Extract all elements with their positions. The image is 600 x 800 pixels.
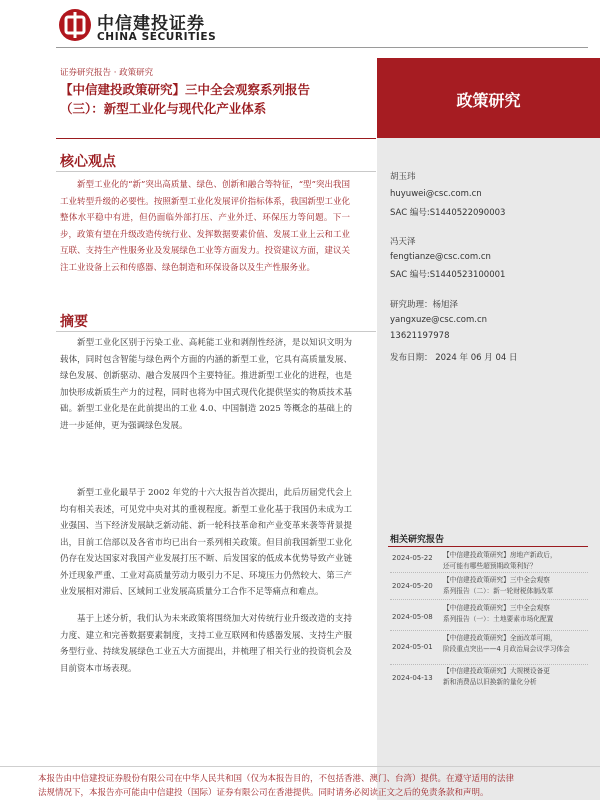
- report-date: 2024-05-01: [392, 643, 433, 651]
- summary-paragraph: 基于上述分析，我们认为未来政策将围绕加大对传统行业升级改造的支持力度、建立和完善数据要素制度，支持工业互联网和传感器发展、支持生产服务型行业、持续发展绿色工业五大方面提出，并梳理了相关行业的投资机会及目前资本市场表现。: [60, 614, 352, 674]
- category-label: 政策研究: [456, 91, 521, 110]
- report-date: 2024-04-13: [392, 674, 433, 682]
- core-view-text: 新型工业化的“新”突出高质量、绿色、创新和融合等特征，“型”突出我国工业转型升级的必要性。按照新型工业化发展评价指标体系，我国新型工业化整体水平稳中有进，但仍面临外部打压、产业外迁、环保压力等问题。下一步，政策有望在升级改造传统行业、发挥数据要素价值、发展工业上云和工业互联、支持生产性服务业及发展绿色工业等方面发力。投资建议方面，建议关注工业设备上云和传感器、绿色制造和环保设备以及生产性服务业。: [60, 180, 350, 273]
- analyst1-sac: SAC 编号:S1440522090003: [390, 208, 506, 218]
- report-separator: [390, 630, 588, 631]
- report-link-line2: 系列报告（一）：土地要素市场化配置: [443, 614, 554, 623]
- report-title-line2: （三）：新型工业化与现代化产业体系: [60, 101, 267, 116]
- report-date: 2024-05-08: [392, 613, 433, 621]
- report-link[interactable]: [443, 575, 583, 596]
- report-link[interactable]: [443, 633, 583, 654]
- report-link-line1: 【中信建投政策研究】房地产新政后，: [443, 551, 557, 559]
- report-separator: [390, 664, 588, 665]
- disclaimer-footer: [38, 772, 600, 800]
- report-separator: [390, 599, 588, 600]
- summary-divider: [56, 331, 376, 332]
- report-link-line1: 【中信建投政策研究】三中全会观察: [443, 576, 550, 584]
- assistant-phone: 13621197978: [390, 331, 450, 341]
- report-title-line1: 【中信建投政策研究】三中全会观察系列报告: [60, 82, 311, 97]
- report-link[interactable]: [443, 603, 583, 624]
- report-separator: [390, 572, 588, 573]
- report-title: [60, 80, 360, 118]
- publish-date: 发布日期： 2024 年 06 月 04 日: [390, 353, 518, 363]
- disclaimer-line1: 本报告由中信建投证券股份有限公司在中华人民共和国（仅为本报告目的，不包括香港、澳门、台湾）提供。在遵守适用的法律: [38, 774, 515, 784]
- title-divider: [56, 138, 376, 139]
- report-date: 2024-05-22: [392, 554, 433, 562]
- analyst2-name: 冯天泽: [390, 237, 416, 247]
- footer-divider: [0, 766, 600, 767]
- assistant-email[interactable]: yangxuze@csc.com.cn: [390, 315, 488, 325]
- logo-en-text: CHINA SECURITIES: [97, 31, 217, 43]
- report-link[interactable]: [443, 666, 583, 687]
- analyst1-name: 胡玉玮: [390, 172, 416, 182]
- citic-logo-icon: [58, 8, 92, 42]
- analyst2-sac: SAC 编号:S1440523100001: [390, 270, 506, 280]
- header-divider: [56, 47, 588, 48]
- summary-paragraph: 新型工业化区别于污染工业、高耗能工业和剥削性经济，是以知识文明为载体，同时包含智能与绿色两个方面的内涵的新型工业，它具有高质量发展、绿色发展、创新驱动、融合发展四个主要特征。推进新型工业化的进程，也是加快形成新质生产力的过程，同时也将为中国式现代化提供坚实的物质技术基础。新型工业化是在此前提出的工业 4.0、中国制造 2025 等概念的基础上的进一步延伸，更为强调绿色发展。: [60, 338, 352, 431]
- report-link-line2: 系列报告（二）：新一轮财税体制改革: [443, 586, 554, 595]
- report-link-line1: 【中信建投政策研究】大规模设备更: [443, 667, 550, 675]
- related-reports-divider: [388, 546, 588, 547]
- report-link-line1: 【中信建投政策研究】全面改革可期，: [443, 634, 557, 642]
- core-view-divider: [56, 171, 376, 172]
- core-view-heading: 核心观点: [60, 154, 116, 170]
- logo-cn-text: 中信建投证券: [97, 14, 205, 34]
- summary-heading: 摘要: [60, 314, 88, 330]
- breadcrumb: 证券研究报告 · 政策研究: [60, 68, 154, 78]
- disclaimer-line2: 法规情况下，本报告亦可能由中信建投（国际）证券有限公司在香港提供。同时请务必阅读正文之后的免责条款和声明。: [38, 788, 489, 798]
- report-date: 2024-05-20: [392, 582, 433, 590]
- assistant-name: 研究助理：杨旭泽: [390, 300, 459, 310]
- report-link-line1: 【中信建投政策研究】三中全会观察: [443, 604, 550, 612]
- report-link-line2: 新和消费品以旧换新的量化分析: [443, 677, 537, 686]
- report-link-line2: 还可能有哪些超预期政策利好？: [443, 561, 537, 570]
- related-reports-heading: 相关研究报告: [390, 535, 445, 545]
- analyst2-email[interactable]: fengtianze@csc.com.cn: [390, 252, 491, 262]
- report-link[interactable]: [443, 550, 583, 571]
- summary-paragraph: 新型工业化最早于 2002 年党的十六大报告首次提出，此后历届党代会上均有相关表述，可见党中央对其的重视程度。新型工业化基于我国仍未成为工业强国、当下经济发展缺乏新动能、新一轮科技革命和产业变革来袭等背景提出，目前工信部以及各省市均已出台一系列相关政策。但目前我国新型工业化仍存在发达国家对我国产业发展打压不断、后发国家的低成本优势导致产业链外迁现象严重、工业对高质量劳动力吸引力不足、环境压力仍然较大、第三产业发展相对滞后、区域间工业发展高质量分工合作不足等痛点和难点。: [60, 488, 352, 597]
- analyst1-email[interactable]: huyuwei@csc.com.cn: [390, 189, 482, 199]
- report-link-line2: 阶段重点突出——4 月政治局会议学习体会: [443, 644, 570, 653]
